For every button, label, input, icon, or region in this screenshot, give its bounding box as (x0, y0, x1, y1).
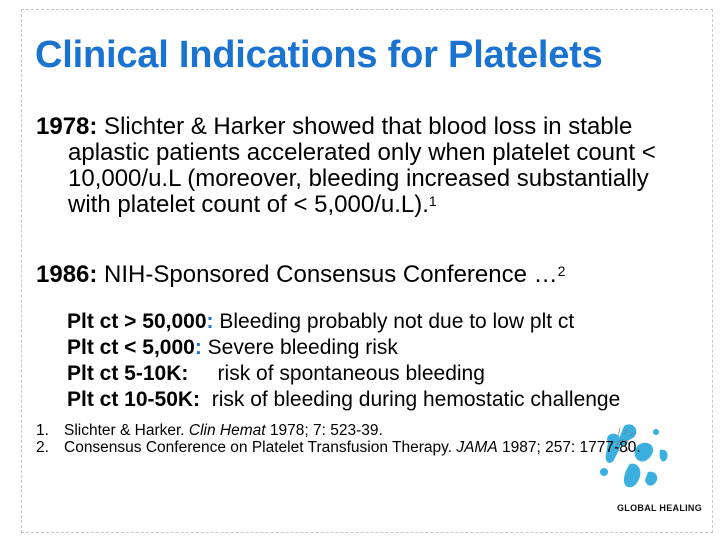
criteria-desc: Bleeding probably not due to low plt ct (213, 310, 575, 333)
slide-title: Clinical Indications for Platelets (35, 34, 603, 76)
criteria-key: Plt ct < 5,000 (67, 336, 195, 359)
reference-detail: 1987; 257: 1777-80. (497, 439, 641, 456)
reference-item (36, 422, 696, 439)
reference-number: 1. (36, 422, 49, 439)
criteria-desc: Severe bleeding risk (201, 336, 398, 359)
paragraph-1978 (36, 114, 666, 218)
footnote-marker-1: 1 (428, 193, 437, 209)
paragraph-1986-text: NIH-Sponsored Consensus Conference … (97, 261, 558, 288)
global-healing-logo-text: GLOBAL HEALING (617, 503, 703, 513)
criteria-key: Plt ct 10-50K: (67, 388, 201, 411)
criteria-item (67, 309, 620, 335)
reference-item (36, 439, 696, 456)
footnote-marker-2: 2 (557, 263, 566, 279)
year-1978: 1978: (36, 113, 98, 140)
paragraph-1978-text: Slichter & Harker showed that blood loss in stable aplastic patients accelerated only when platelet count < 10,000/u.L (moreover, bleeding increased substantially with platelet count of < 5,000/u.L). (68, 113, 656, 218)
reference-authors: Slichter & Harker. (64, 422, 189, 439)
paragraph-1986 (36, 262, 666, 288)
reference-journal: JAMA (456, 439, 498, 456)
criteria-item (67, 361, 620, 387)
criteria-desc: risk of bleeding during hemostatic challenge (200, 388, 621, 411)
reference-journal: Clin Hemat (188, 422, 266, 439)
reference-number: 2. (36, 439, 49, 456)
criteria-colon: : (206, 310, 214, 333)
criteria-key: Plt ct > 50,000 (67, 310, 207, 333)
criteria-key: Plt ct 5-10K: (67, 362, 189, 385)
reference-authors: Consensus Conference on Platelet Transfusion Therapy. (64, 439, 457, 456)
references (36, 422, 696, 456)
criteria-desc: risk of spontaneous bleeding (188, 362, 485, 385)
criteria-item (67, 335, 620, 361)
platelet-criteria-list (67, 309, 620, 413)
criteria-item (67, 387, 620, 413)
criteria-colon: : (194, 336, 202, 359)
reference-detail: 1978; 7: 523-39. (265, 422, 383, 439)
year-1986: 1986: (36, 261, 98, 288)
